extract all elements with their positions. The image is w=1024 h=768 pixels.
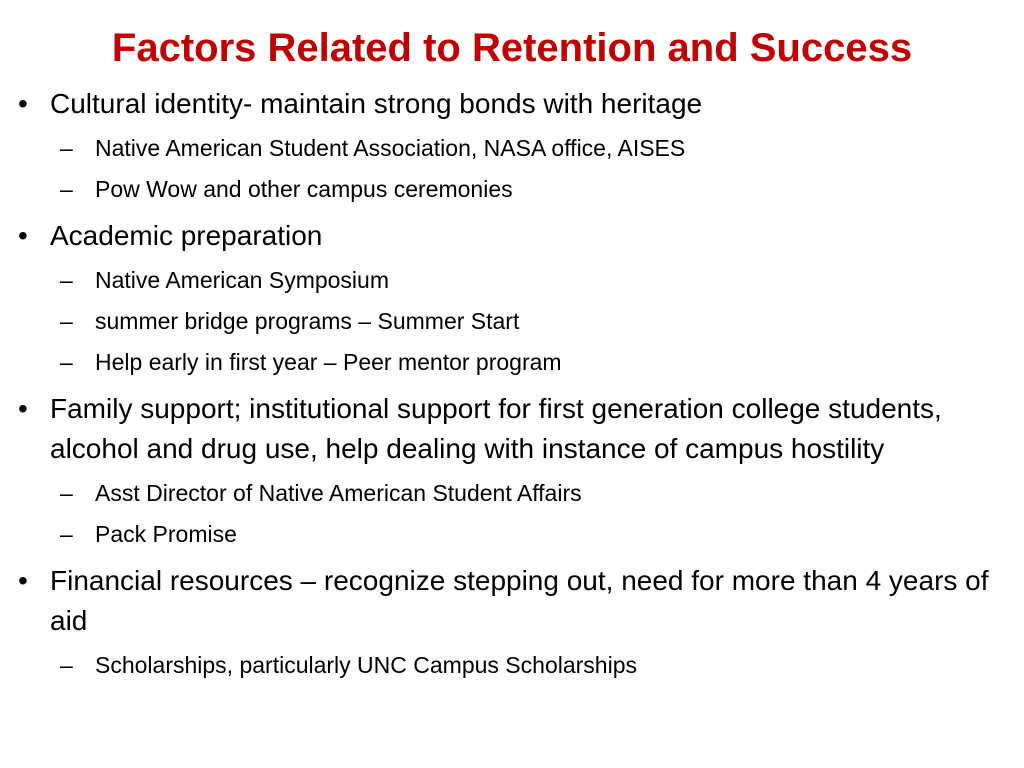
slide-title: Factors Related to Retention and Success — [111, 26, 913, 70]
sub-bullet-text: Help early in first year – Peer mentor program — [95, 349, 562, 375]
sub-bullet-marker: – — [60, 652, 73, 678]
bullet-text: Academic preparation — [50, 220, 323, 251]
sub-bullet-text: Native American Student Association, NASA office, AISES — [95, 135, 686, 161]
bullet-text: Cultural identity- maintain strong bonds with heritage — [50, 88, 703, 119]
sub-bullet-marker: – — [60, 176, 73, 202]
sub-bullet-list — [50, 260, 998, 383]
sub-bullet-list — [50, 473, 998, 555]
sub-bullet-list — [50, 128, 998, 210]
sub-bullet-item — [50, 260, 998, 301]
sub-bullet-item — [50, 128, 998, 169]
sub-bullet-marker: – — [60, 267, 73, 293]
sub-bullet-item — [50, 342, 998, 383]
sub-bullet-list — [50, 645, 998, 686]
sub-bullet-text: Scholarships, particularly UNC Campus Scholarships — [95, 652, 637, 678]
bullet-marker: • — [18, 220, 28, 251]
bullet-text: Financial resources – recognize stepping out, need for more than 4 years of aid — [50, 565, 989, 636]
bullet-marker: • — [18, 393, 28, 424]
sub-bullet-text: Pow Wow and other campus ceremonies — [95, 176, 513, 202]
bullet-item — [18, 216, 998, 383]
sub-bullet-marker: – — [60, 349, 73, 375]
sub-bullet-marker: – — [60, 521, 73, 547]
sub-bullet-text: summer bridge programs – Summer Start — [95, 308, 520, 334]
sub-bullet-text: Pack Promise — [95, 521, 237, 547]
bullet-item — [18, 389, 998, 555]
sub-bullet-marker: – — [60, 135, 73, 161]
bullet-marker: • — [18, 565, 28, 596]
sub-bullet-text: Asst Director of Native American Student Affairs — [95, 480, 582, 506]
sub-bullet-marker: – — [60, 480, 73, 506]
bullet-marker: • — [18, 88, 28, 119]
sub-bullet-item — [50, 645, 998, 686]
sub-bullet-item — [50, 473, 998, 514]
sub-bullet-item — [50, 169, 998, 210]
sub-bullet-item — [50, 301, 998, 342]
sub-bullet-text: Native American Symposium — [95, 267, 389, 293]
bullet-item — [18, 561, 998, 686]
bullet-text: Family support; institutional support for first generation college students, alcohol and drug use, help dealing with instance of campus hostility — [50, 393, 942, 464]
bullet-list — [18, 84, 998, 686]
sub-bullet-marker: – — [60, 308, 73, 334]
bullet-item — [18, 84, 998, 210]
sub-bullet-item — [50, 514, 998, 555]
